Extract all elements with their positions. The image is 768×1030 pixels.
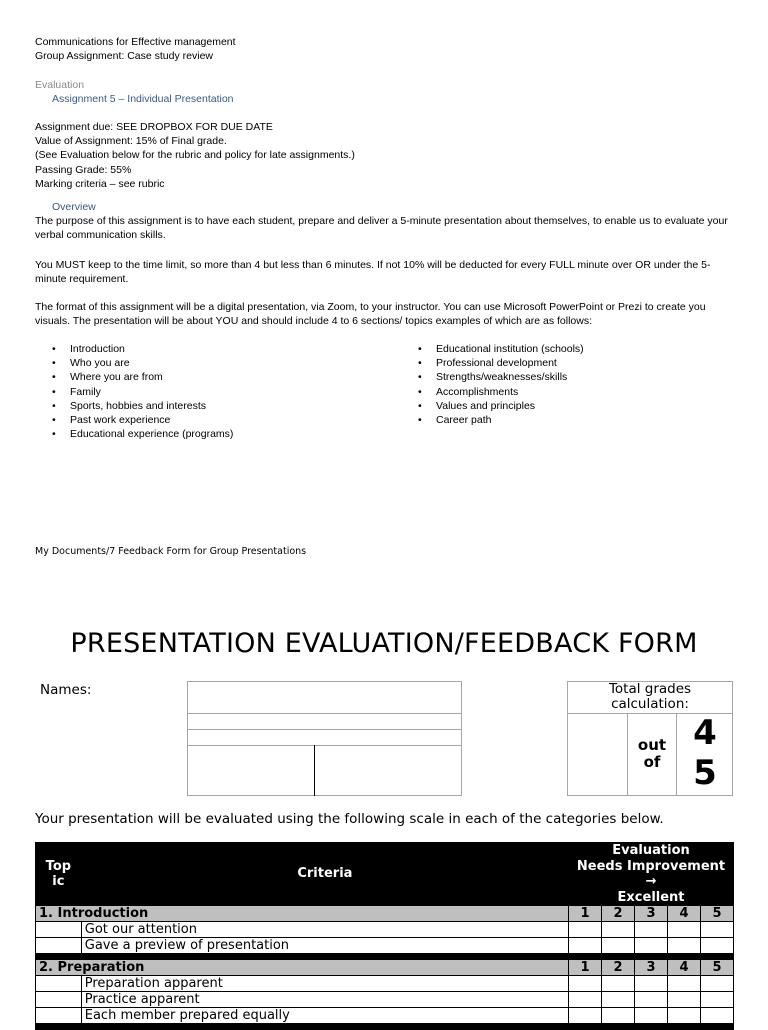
list-item: • Values and principles xyxy=(418,399,584,413)
scale-cell: 2 xyxy=(602,906,635,922)
assignment-details xyxy=(35,120,355,191)
total-score-field[interactable] xyxy=(569,716,625,794)
section-separator xyxy=(36,1024,734,1030)
scale-cell: 3 xyxy=(635,960,668,976)
out-of-label: out of xyxy=(637,736,667,771)
topic-cell xyxy=(36,976,82,992)
score-cell[interactable] xyxy=(635,976,668,992)
scale-cell: 4 xyxy=(668,960,701,976)
topics-list-left xyxy=(52,342,233,441)
overview-paragraph: The purpose of this assignment is to have each student, prepare and deliver a 5-minute presentation about themselves, to enable us to evaluate your verbal communication skills. xyxy=(35,215,728,242)
total-max-value xyxy=(677,713,733,793)
topic-cell xyxy=(36,922,82,938)
score-cell[interactable] xyxy=(635,938,668,954)
scale-cell: 1 xyxy=(569,906,602,922)
name-field[interactable] xyxy=(190,747,312,794)
list-item: • Where you are from xyxy=(52,370,233,384)
assignment-subtitle: Group Assignment: Case study review xyxy=(35,50,213,63)
overview-heading: Overview xyxy=(52,201,96,213)
score-cell[interactable] xyxy=(569,992,602,1008)
section-title: 2. Preparation xyxy=(36,960,569,976)
score-cell[interactable] xyxy=(635,1008,668,1024)
names-label: Names: xyxy=(40,682,92,698)
list-item: • Introduction xyxy=(52,342,233,356)
score-cell[interactable] xyxy=(569,1008,602,1024)
scale-cell: 4 xyxy=(668,906,701,922)
course-title: Communications for Effective management xyxy=(35,36,236,48)
section-row-preparation xyxy=(36,960,734,976)
separator-cell xyxy=(36,1024,734,1030)
names-divider xyxy=(187,729,462,730)
format-paragraph: The format of this assignment will be a digital presentation, via Zoom, to your instructor. You can use Microsoft PowerPoint or Prezi to create you visuals. The presentation will be about YOU and should include 4 to 6 sections/ topics examples of which are as follows: xyxy=(35,301,706,328)
section-row-introduction xyxy=(36,906,734,922)
score-cell[interactable] xyxy=(635,922,668,938)
topic-cell xyxy=(36,992,82,1008)
table-row xyxy=(36,938,734,954)
score-cell[interactable] xyxy=(569,922,602,938)
score-cell[interactable] xyxy=(668,938,701,954)
assignment-heading: Assignment 5 – Individual Presentation xyxy=(52,93,234,105)
detail-line: (See Evaluation below for the rubric and policy for late assignments.) xyxy=(35,149,355,162)
list-item: • Family xyxy=(52,385,233,399)
total-grades-label: Total grades calculation: xyxy=(608,681,692,712)
name-field[interactable] xyxy=(190,683,459,711)
page-footer-path: My Documents/7 Feedback Form for Group Presentations xyxy=(35,546,307,557)
list-item: • Past work experience xyxy=(52,413,233,427)
table-row xyxy=(36,992,734,1008)
total-max-digit: 5 xyxy=(693,753,717,793)
section-title: 1. Introduction xyxy=(36,906,569,922)
score-cell[interactable] xyxy=(668,992,701,1008)
criteria-cell: Practice apparent xyxy=(81,992,568,1008)
scale-cell: 5 xyxy=(701,960,734,976)
criteria-cell: Each member prepared equally xyxy=(81,1008,568,1024)
score-cell[interactable] xyxy=(668,976,701,992)
list-item: • Strengths/weaknesses/skills xyxy=(418,370,584,384)
scale-note: Your presentation will be evaluated using the following scale in each of the categories below. xyxy=(35,811,664,827)
name-field[interactable] xyxy=(190,731,459,744)
score-cell[interactable] xyxy=(602,1008,635,1024)
evaluation-header-line: Excellent xyxy=(617,889,685,905)
score-cell[interactable] xyxy=(701,938,734,954)
topics-list-right xyxy=(418,342,584,427)
score-cell[interactable] xyxy=(701,1008,734,1024)
score-cell[interactable] xyxy=(635,992,668,1008)
criteria-cell: Preparation apparent xyxy=(81,976,568,992)
score-cell[interactable] xyxy=(701,992,734,1008)
score-cell[interactable] xyxy=(569,976,602,992)
score-cell[interactable] xyxy=(569,938,602,954)
list-item: • Career path xyxy=(418,413,584,427)
names-column-divider xyxy=(314,745,315,796)
scale-cell: 1 xyxy=(569,960,602,976)
topic-column-header: Top ic xyxy=(36,843,82,906)
score-cell[interactable] xyxy=(602,976,635,992)
list-item: • Educational institution (schools) xyxy=(418,342,584,356)
score-cell[interactable] xyxy=(668,922,701,938)
list-item: • Professional development xyxy=(418,356,584,370)
criteria-cell: Got our attention xyxy=(81,922,568,938)
detail-line: Passing Grade: 55% xyxy=(35,163,132,176)
score-cell[interactable] xyxy=(602,992,635,1008)
detail-line: Value of Assignment: 15% of Final grade. xyxy=(35,135,227,148)
total-max-digit: 4 xyxy=(693,713,717,753)
evaluation-header-line: Evaluation xyxy=(612,843,690,858)
list-item: • Educational experience (programs) xyxy=(52,427,233,441)
names-divider xyxy=(187,713,462,714)
list-item: • Accomplishments xyxy=(418,385,584,399)
table-row xyxy=(36,976,734,992)
topic-cell xyxy=(36,1008,82,1024)
detail-line: Marking criteria – see rubric xyxy=(35,177,165,190)
table-row xyxy=(36,1008,734,1024)
evaluation-header-line: Needs Improvement → xyxy=(576,858,726,889)
rubric-table xyxy=(35,842,734,1030)
detail-line: Assignment due: SEE DROPBOX FOR DUE DATE xyxy=(35,121,273,133)
table-row xyxy=(36,922,734,938)
score-cell[interactable] xyxy=(602,922,635,938)
name-field[interactable] xyxy=(317,747,459,794)
list-item: • Who you are xyxy=(52,356,233,370)
evaluation-heading: Evaluation xyxy=(35,79,85,91)
topic-cell xyxy=(36,938,82,954)
scale-cell: 3 xyxy=(635,906,668,922)
list-item: • Sports, hobbies and interests xyxy=(52,399,233,413)
criteria-column-header: Criteria xyxy=(81,843,568,906)
document-header xyxy=(35,35,236,63)
evaluation-column-header xyxy=(569,843,734,906)
score-cell[interactable] xyxy=(701,976,734,992)
score-cell[interactable] xyxy=(701,922,734,938)
form-title: PRESENTATION EVALUATION/FEEDBACK FORM xyxy=(70,628,698,659)
score-cell[interactable] xyxy=(602,938,635,954)
score-cell[interactable] xyxy=(668,1008,701,1024)
rubric-header-row xyxy=(36,843,734,906)
name-field[interactable] xyxy=(190,715,459,728)
time-limit-paragraph: You MUST keep to the time limit, so more than 4 but less than 6 minutes. If not 10% will be deducted for every FULL minute over OR under the 5-minute requirement. xyxy=(35,259,711,286)
criteria-cell: Gave a preview of presentation xyxy=(81,938,568,954)
scale-cell: 2 xyxy=(602,960,635,976)
scale-cell: 5 xyxy=(701,906,734,922)
names-divider xyxy=(187,745,462,746)
